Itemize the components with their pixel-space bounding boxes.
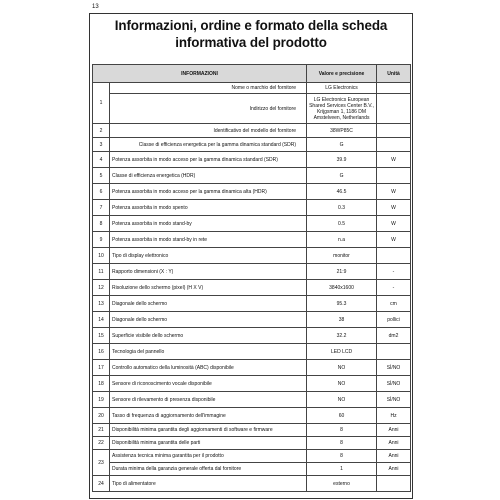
row-value: LED LCD: [307, 344, 377, 360]
row-label: Potenza assorbita in modo acceso per la gamma dinamica alta (HDR): [110, 184, 307, 200]
row-unit: Anni: [377, 463, 411, 476]
row-number: 4: [93, 152, 110, 168]
row-label: Risoluzione dello schermo (pixel) (H X V): [110, 280, 307, 296]
row-label: Classe di efficienza energetica (HDR): [110, 168, 307, 184]
page-number: 13: [92, 4, 99, 10]
row-unit: W: [377, 232, 411, 248]
table-row: [93, 437, 411, 450]
row-number: 23: [93, 450, 110, 476]
row-value: 8: [307, 450, 377, 463]
table-row: [93, 168, 411, 184]
row-label: Assistenza tecnica minima garantita per il prodotto: [110, 450, 307, 463]
row-value: 95.3: [307, 296, 377, 312]
table-row: [93, 232, 411, 248]
row-number: 13: [93, 296, 110, 312]
row-label: Controllo automatico della luminosità (ABC) disponibile: [110, 360, 307, 376]
table-row: [93, 264, 411, 280]
row-number: 11: [93, 264, 110, 280]
row-label: Indirizzo del fornitore: [110, 94, 307, 124]
row-number: 6: [93, 184, 110, 200]
row-number: 1: [93, 83, 110, 124]
table-row: [93, 450, 411, 463]
table-row: [93, 476, 411, 492]
table-row: [93, 94, 411, 124]
header-informazioni: INFORMAZIONI: [93, 65, 307, 83]
row-label: Identificativo del modello del fornitore: [110, 124, 307, 138]
row-number: 5: [93, 168, 110, 184]
table-row: [93, 184, 411, 200]
row-unit: W: [377, 152, 411, 168]
row-label: Potenza assorbita in modo spento: [110, 200, 307, 216]
row-value: 46.5: [307, 184, 377, 200]
row-number: 20: [93, 408, 110, 424]
row-unit: [377, 248, 411, 264]
row-number: 9: [93, 232, 110, 248]
table-row: [93, 200, 411, 216]
row-unit: SÌ/NO: [377, 392, 411, 408]
row-number: 24: [93, 476, 110, 492]
header-unita: Unità: [377, 65, 411, 83]
row-value: 8: [307, 437, 377, 450]
row-unit: Anni: [377, 450, 411, 463]
row-value: 21:9: [307, 264, 377, 280]
row-unit: [377, 476, 411, 492]
table-row: [93, 124, 411, 138]
row-value: 32.2: [307, 328, 377, 344]
row-value: 60: [307, 408, 377, 424]
table-row: [93, 296, 411, 312]
row-unit: [377, 168, 411, 184]
row-number: 8: [93, 216, 110, 232]
row-number: 19: [93, 392, 110, 408]
table-header-row: [93, 65, 411, 83]
row-label: Durata minima della garanzia generale offerta dal fornitore: [110, 463, 307, 476]
page-title: Informazioni, ordine e formato della scheda informativa del prodotto: [114, 18, 388, 50]
table-row: [93, 392, 411, 408]
row-label: Sensore di rilevamento di presenza disponibile: [110, 392, 307, 408]
row-unit: Hz: [377, 408, 411, 424]
row-label: Potenza assorbita in modo stand-by in rete: [110, 232, 307, 248]
row-number: 18: [93, 376, 110, 392]
row-label: Superficie visibile dello schermo: [110, 328, 307, 344]
row-unit: Anni: [377, 437, 411, 450]
row-value: 38: [307, 312, 377, 328]
row-value: NO: [307, 376, 377, 392]
row-value: monitor: [307, 248, 377, 264]
row-value: 8: [307, 424, 377, 437]
table-row: [93, 280, 411, 296]
table-row: [93, 328, 411, 344]
row-number: 2: [93, 124, 110, 138]
table-row: [93, 424, 411, 437]
product-info-table: [92, 64, 411, 492]
row-unit: [377, 124, 411, 138]
row-label: Disponibilità minima garantita delle parti: [110, 437, 307, 450]
row-unit: SÌ/NO: [377, 376, 411, 392]
table-row: [93, 360, 411, 376]
table-row: [93, 344, 411, 360]
row-value: LG Electronics European Shared Services Center B.V., Krijgsman 1, 1186 DM Amstelveen, Netherlands: [307, 94, 377, 124]
row-number: 12: [93, 280, 110, 296]
row-number: 15: [93, 328, 110, 344]
row-unit: [377, 83, 411, 94]
row-value: 38WP85C: [307, 124, 377, 138]
row-unit: W: [377, 184, 411, 200]
table-row: [93, 216, 411, 232]
row-value: 39.9: [307, 152, 377, 168]
row-unit: [377, 94, 411, 124]
row-value: 1: [307, 463, 377, 476]
row-value: 0.3: [307, 200, 377, 216]
row-label: Rapporto dimensioni (X : Y): [110, 264, 307, 280]
row-value: n.a: [307, 232, 377, 248]
row-label: Classe di efficienza energetica per la gamma dinamica standard (SDR): [110, 138, 307, 152]
table-row: [93, 463, 411, 476]
row-number: 17: [93, 360, 110, 376]
row-number: 22: [93, 437, 110, 450]
row-label: Sensore di riconoscimento vocale disponibile: [110, 376, 307, 392]
table-row: [93, 408, 411, 424]
row-value: 3840x1600: [307, 280, 377, 296]
table-row: [93, 376, 411, 392]
row-unit: W: [377, 200, 411, 216]
table-row: [93, 138, 411, 152]
row-label: Potenza assorbita in modo stand-by: [110, 216, 307, 232]
table-row: [93, 312, 411, 328]
row-label: Tipo di display elettronico: [110, 248, 307, 264]
row-value: esterno: [307, 476, 377, 492]
row-label: Tipo di alimentatore: [110, 476, 307, 492]
row-unit: cm: [377, 296, 411, 312]
row-unit: [377, 344, 411, 360]
row-number: 3: [93, 138, 110, 152]
row-number: 7: [93, 200, 110, 216]
row-value: G: [307, 138, 377, 152]
row-label: Nome o marchio del fornitore: [110, 83, 307, 94]
row-unit: W: [377, 216, 411, 232]
row-value: LG Electronics: [307, 83, 377, 94]
row-value: NO: [307, 392, 377, 408]
row-unit: dm2: [377, 328, 411, 344]
header-valore: Valore e precisione: [307, 65, 377, 83]
row-value: 0.5: [307, 216, 377, 232]
table-row: [93, 152, 411, 168]
row-unit: -: [377, 264, 411, 280]
row-label: Tasso di frequenza di aggiornamento dell'immagine: [110, 408, 307, 424]
table-row: [93, 248, 411, 264]
table-row: [93, 83, 411, 94]
row-value: NO: [307, 360, 377, 376]
row-number: 21: [93, 424, 110, 437]
row-label: Diagonale dello schermo: [110, 296, 307, 312]
row-unit: pollici: [377, 312, 411, 328]
row-number: 10: [93, 248, 110, 264]
row-unit: -: [377, 280, 411, 296]
row-unit: Anni: [377, 424, 411, 437]
row-value: G: [307, 168, 377, 184]
row-unit: [377, 138, 411, 152]
row-label: Potenza assorbita in modo acceso per la gamma dinamica standard (SDR): [110, 152, 307, 168]
row-number: 14: [93, 312, 110, 328]
row-unit: SÌ/NO: [377, 360, 411, 376]
row-label: Disponibilità minima garantita degli aggiornamenti di software e firmware: [110, 424, 307, 437]
row-number: 16: [93, 344, 110, 360]
row-label: Diagonale dello schermo: [110, 312, 307, 328]
row-label: Tecnologia del pannello: [110, 344, 307, 360]
